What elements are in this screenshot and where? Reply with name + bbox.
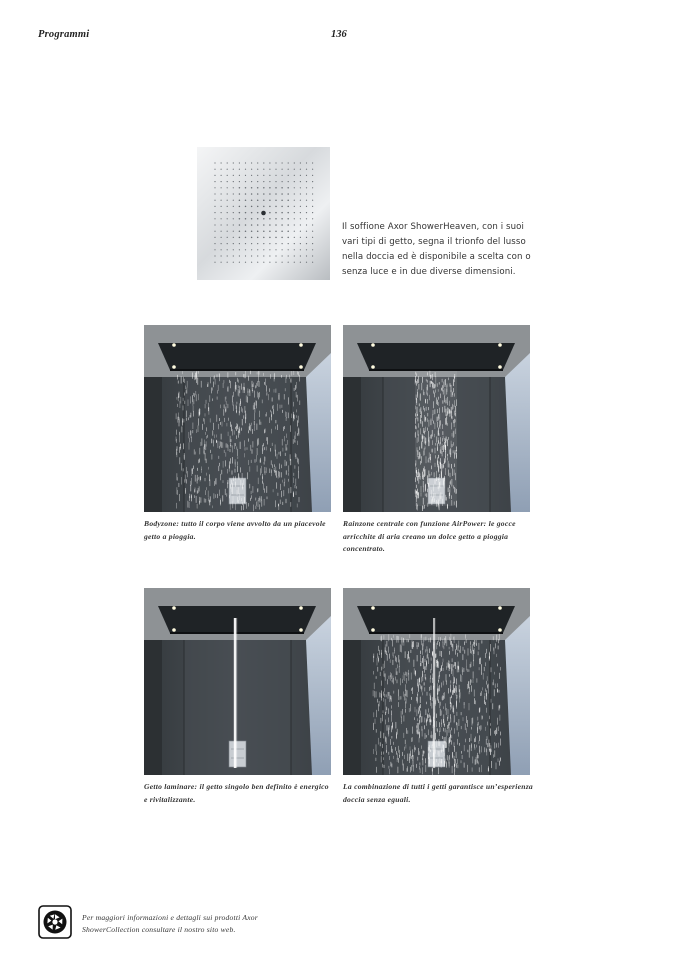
page-number: 136 — [331, 29, 347, 40]
photo-all-jets — [343, 588, 530, 775]
shower-head-plate-graphic — [197, 147, 330, 280]
aperture-logo-icon — [38, 905, 72, 939]
caption-bodyzone: Bodyzone: tutto il corpo viene avvolto da un piacevole getto a pioggia. — [144, 519, 326, 541]
photo-laminar-jet — [144, 588, 331, 775]
photo-bodyzone — [144, 325, 331, 512]
caption-rainzone-airpower: Rainzone centrale con funzione AirPower: le gocce arricchite di aria creano un dolce getto a pioggia concentrato. — [343, 519, 516, 553]
shower-head-product-image — [197, 147, 330, 280]
caption-all-jets: La combinazione di tutti i getti garantisce un’esperienza doccia senza eguali. — [343, 782, 533, 804]
caption-laminar-jet: Getto laminare: il getto singolo ben definito è energico e rivitalizzante. — [144, 782, 329, 804]
photo-rainzone-airpower — [343, 325, 530, 512]
footer-note: Per maggiori informazioni e dettagli sui prodotti Axor ShowerCollection consultare il nostro sito web. — [82, 913, 258, 934]
section-title: Programmi — [38, 29, 90, 40]
intro-paragraph: Il soffione Axor ShowerHeaven, con i suoi vari tipi di getto, segna il trionfo del lusso nella doccia ed è disponibile a scelta con o senza luce e in due diverse dimensioni. — [342, 222, 531, 277]
